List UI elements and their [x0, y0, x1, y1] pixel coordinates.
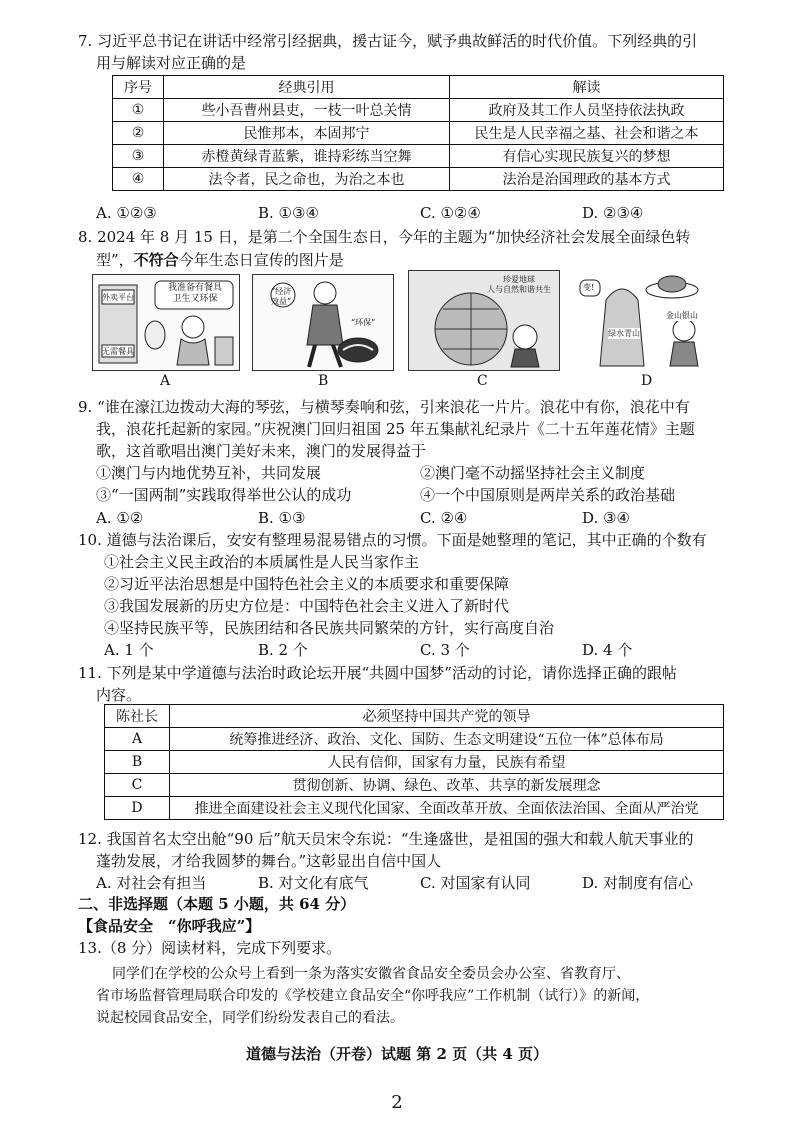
q11-row-d-text: 推进全面建设社会主义现代化国家、全面改革开放、全面依法治国、全面从严治党 — [170, 797, 724, 820]
table-row — [113, 99, 724, 122]
q8-stem-line2: 型”，不符合今年生态日宣传的图片是 — [96, 251, 344, 269]
q9-option-d[interactable]: D. ③④ — [582, 509, 630, 527]
picture-c — [408, 270, 560, 371]
q7-row2-interpretation: 民生是人民幸福之基、社会和谐之本 — [450, 122, 724, 145]
q13-material-line1: 同学们在学校的公众号上看到一条为落实安徽省食品安全委员会办公室、省教育厅、 — [112, 966, 630, 982]
q12-option-a[interactable]: A. 对社会有担当 — [96, 874, 207, 892]
table-row[interactable] — [105, 751, 724, 774]
q11-stem-line2: 内容。 — [96, 686, 142, 704]
q9-option-a[interactable]: A. ①② — [96, 509, 144, 527]
q8-stem-line1: 8. 2024 年 8 月 15 日，是第二个全国生态日，今年的主题为“加快经济社会发展全面绿色转 — [78, 228, 691, 246]
q9-item4: ④一个中国原则是两岸关系的政治基础 — [420, 486, 676, 504]
picture-b — [252, 274, 394, 371]
q12-stem-line2: 蓬勃发展，才给我圆梦的舞台。”这彰显出自信中国人 — [96, 852, 442, 870]
table-row[interactable] — [105, 774, 724, 797]
picture-d — [578, 270, 716, 369]
q10-item2: ②习近平法治思想是中国特色社会主义的本质要求和重要保障 — [104, 575, 510, 593]
q9-option-b[interactable]: B. ①③ — [258, 509, 306, 527]
page-number: 2 — [391, 1092, 403, 1113]
q13-material-line3: 说起校园食品安全，同学们纷纷发表自己的看法。 — [96, 1010, 404, 1026]
q7-stem-line2: 用与解读对应正确的是 — [96, 54, 247, 72]
q7-row4-interpretation: 法治是治国理政的基本方式 — [450, 168, 724, 191]
q12-option-c[interactable]: C. 对国家有认同 — [420, 874, 531, 892]
q7-option-d[interactable]: D. ②③④ — [582, 204, 644, 222]
q13-material-line2: 省市场监督管理局联合印发的《学校建立食品安全“你呼我应”工作机制（试行）》的新闻， — [96, 988, 650, 1004]
picture-a — [92, 274, 240, 371]
q12-option-b[interactable]: B. 对文化有底气 — [258, 874, 369, 892]
q9-item1: ①澳门与内地优势互补，共同发展 — [96, 464, 322, 482]
q11-header-speaker: 陈社长 — [105, 705, 170, 728]
q9-item2: ②澳门毫不动摇坚持社会主义制度 — [420, 464, 646, 482]
section-2-theme: 【食品安全 “你呼我应”】 — [78, 917, 261, 935]
section-2-title: 二、非选择题（本题 5 小题，共 64 分） — [78, 895, 356, 913]
q7-row3-interpretation: 有信心实现民族复兴的梦想 — [450, 145, 724, 168]
q11-table — [104, 704, 724, 820]
q11-row-b-text: 人民有信仰，国家有力量，民族有希望 — [170, 751, 724, 774]
q11-row-a-text: 统筹推进经济、政治、文化、国防、生态文明建设“五位一体”总体布局 — [170, 728, 724, 751]
q7-row3-quote: 赤橙黄绿青蓝紫，谁持彩练当空舞 — [164, 145, 450, 168]
q7-header-index: 序号 — [113, 76, 164, 99]
q10-item4: ④坚持民族平等，民族团结和各民族共同繁荣的方针，实行高度自治 — [104, 619, 555, 637]
q10-option-b[interactable]: B. 2 个 — [258, 641, 308, 659]
table-row — [113, 168, 724, 191]
q10-option-a[interactable]: A. 1 个 — [104, 641, 154, 659]
q7-option-c[interactable]: C. ①②④ — [420, 204, 481, 222]
picture-a-label[interactable]: A — [160, 373, 171, 389]
q9-item3: ③“一国两制”实践取得举世公认的成功 — [96, 486, 352, 504]
picture-a-caption: 我准备有餐具 卫生又环保 — [167, 283, 222, 304]
q9-option-c[interactable]: C. ②④ — [420, 509, 468, 527]
q9-stem-line3: 歌，这首歌唱出澳门美好未来，澳门的发展得益于 — [96, 442, 427, 460]
q7-option-b[interactable]: B. ①③④ — [258, 204, 319, 222]
q7-row1-interpretation: 政府及其工作人员坚持依法执政 — [450, 99, 724, 122]
picture-d-sign2: 金山银山 — [666, 311, 698, 320]
q10-stem: 10. 道德与法治课后，安安有整理易混易错点的习惯。下面是她整理的笔记，其中正确的个数有 — [78, 531, 707, 549]
q13-stem: 13.（8 分）阅读材料，完成下列要求。 — [78, 939, 342, 957]
picture-d-caption: 变! — [583, 283, 595, 292]
q7-stem-line1: 7. 习近平总书记在讲话中经常引经据典，援古证今，赋予典故鲜活的时代价值。下列经典的引 — [78, 32, 698, 50]
picture-a-sign: 外卖平台 — [102, 293, 134, 302]
q11-row-d-label[interactable]: D — [105, 797, 170, 820]
q11-row-b-label[interactable]: B — [105, 751, 170, 774]
picture-b-caption: “经济 效益” — [271, 287, 292, 306]
q11-row-c-label[interactable]: C — [105, 774, 170, 797]
q10-option-d[interactable]: D. 4 个 — [582, 641, 633, 659]
picture-c-label[interactable]: C — [477, 373, 488, 389]
q10-item1: ①社会主义民主政治的本质属性是人民当家作主 — [104, 553, 420, 571]
q8-emphasis: 不符合 — [133, 251, 179, 269]
q10-option-c[interactable]: C. 3 个 — [420, 641, 470, 659]
table-row — [113, 122, 724, 145]
picture-d-label[interactable]: D — [641, 373, 653, 389]
table-row[interactable] — [105, 728, 724, 751]
q7-header-quote: 经典引用 — [164, 76, 450, 99]
page-footer: 道德与法治（开卷）试题 第 2 页（共 4 页） — [246, 1045, 548, 1063]
q7-row1-index: ① — [113, 99, 164, 122]
q9-stem-line2: 我，浪花托起新的家园。”庆祝澳门回归祖国 25 年五集献礼纪录片《二十五年莲花情》主题 — [96, 420, 695, 438]
picture-d-sign: 绿水青山 — [608, 329, 640, 338]
q9-stem-line1: 9. “谁在濠江边拨动大海的琴弦，与横琴奏响和弦，引来浪花一片片。浪花中有你，浪花中有 — [78, 398, 690, 416]
picture-a-sign2: 无需餐具 — [102, 347, 134, 356]
q11-header-statement: 必须坚持中国共产党的领导 — [170, 705, 724, 728]
q7-row4-quote: 法令者，民之命也，为治之本也 — [164, 168, 450, 191]
q7-table — [112, 75, 724, 191]
q10-item3: ③我国发展新的历史方位是：中国特色社会主义进入了新时代 — [104, 597, 510, 615]
q7-row1-quote: 些小吾曹州县吏，一枝一叶总关情 — [164, 99, 450, 122]
q7-row2-quote: 民惟邦本，本固邦宁 — [164, 122, 450, 145]
picture-b-label[interactable]: B — [318, 373, 329, 389]
q7-row2-index: ② — [113, 122, 164, 145]
q11-row-c-text: 贯彻创新、协调、绿色、改革、共享的新发展理念 — [170, 774, 724, 797]
q7-row4-index: ④ — [113, 168, 164, 191]
table-row — [113, 145, 724, 168]
q11-row-a-label[interactable]: A — [105, 728, 170, 751]
q7-row3-index: ③ — [113, 145, 164, 168]
q7-header-interpretation: 解读 — [450, 76, 724, 99]
table-row[interactable] — [105, 797, 724, 820]
q12-stem-line1: 12. 我国首名太空出舱“90 后”航天员宋令东说：“生逢盛世，是祖国的强大和载人航天事业的 — [78, 830, 694, 848]
q11-stem-line1: 11. 下列是某中学道德与法治时政论坛开展“共圆中国梦”活动的讨论，请你选择正确的跟帖 — [78, 664, 677, 682]
picture-c-caption: 珍爱地球 人与自然和谐共生 — [487, 275, 551, 294]
q7-option-a[interactable]: A. ①②③ — [96, 204, 157, 222]
q12-option-d[interactable]: D. 对制度有信心 — [582, 874, 694, 892]
picture-b-caption2: “环保” — [351, 318, 376, 327]
